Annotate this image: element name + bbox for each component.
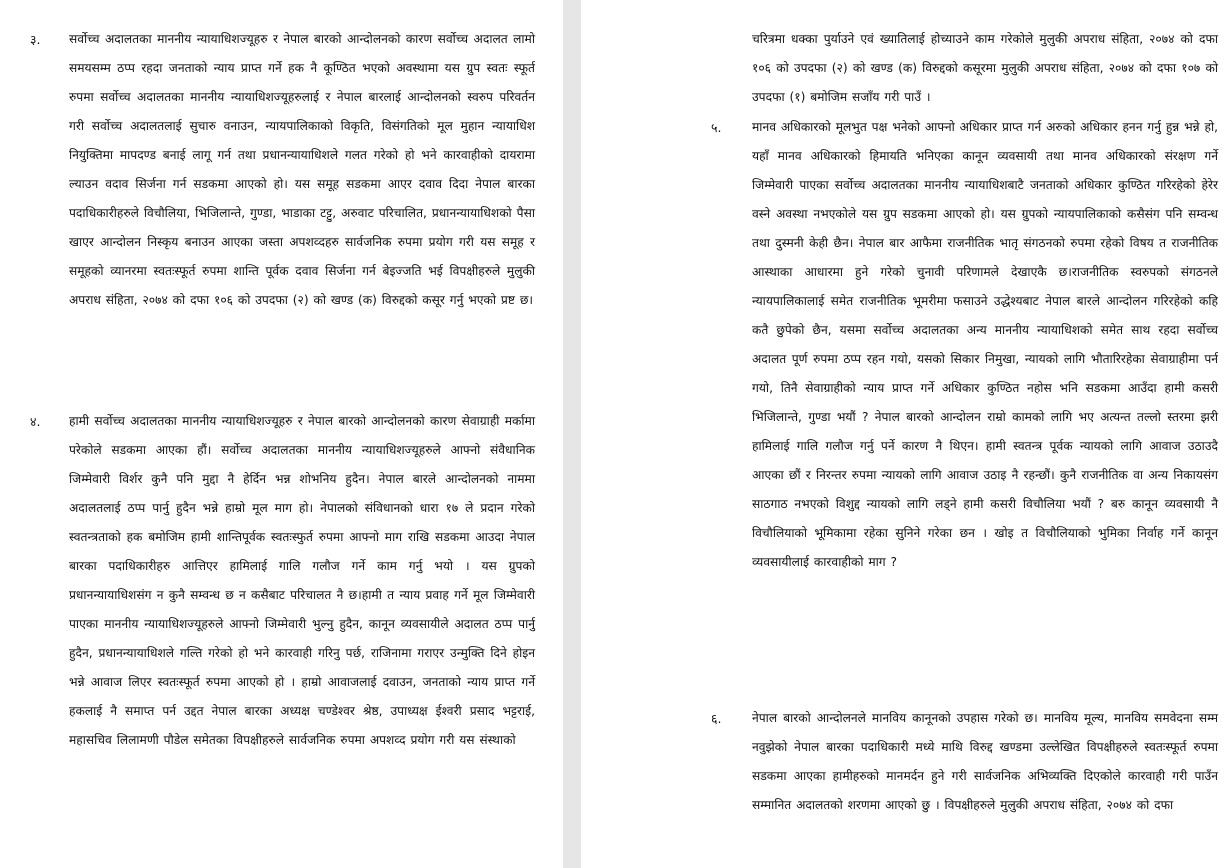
paragraph-text[interactable]: हामी सर्वोच्च अदालतका माननीय न्यायाधिशज्यूहरु र नेपाल बारको आन्दोलनको कारण सेवाग्राही मर्कामा परेकोले सडकमा आएका हौं। सर्वोच्च अदालतका माननीय न्यायाधिशज्यूहरुले आफ्नो संवैधानिक जिम्मेवारी विर्शर कुनै पनि मुद्दा नै हेर्दिन भन्न शोभनिय हुदैन। नेपाल बारले आन्दोलनको नाममा अदालतलाई ठप्प पार्नु हुदैन भन्ने हाम्रो मूल माग हो। नेपालको संविधानको धारा १७ ले प्रदान गरेको स्वतन्त्रताको हक बमोजिम हामी शान्तिपूर्वक स्वतःस्फुर्त रुपमा आफ्नो माग राखि सडकमा आउदा नेपाल बारका पदाधिकारीहरु आत्तिएर हामिलाई गालि गलौज गर्ने काम गर्नु भयो । यस ग्रुपको प्रधानन्यायाधिशसंग न कुनै सम्वन्ध छ न कसैबाट परिचालत नै छ।हामी त न्याय प्रवाह गर्ने मूल जिम्मेवारी पाएका माननीय न्यायाधिशज्यूहरुले आफ्नो जिम्मेवारी भुल्नु हुदैन, कानून व्यवसायीले अदालत ठप्प पार्नु हुदैन, प्रधानन्यायाधिशले गल्ति गरेको हो भने कारवाही गरिनु पर्छ, राजिनामा गराएर उन्मुक्ति दिने होइन भन्ने आवाज लिएर स्वतःस्फूर्त रुपमा आएको हो । हाम्रो आवाजलाई दवाउन, जनताको न्याय प्राप्त गर्ने हकलाई नै समाप्त पर्न उद्दत नेपाल बारका अध्यक्ष चण्डेश्वर श्रेष्ठ, उपाध्यक्ष ईश्वरी प्रसाद भट्टराई, महासचिव लिलामणी पौडेल समेतका विपक्षीहरुले सार्वजनिक रुपमा अपशव्द प्रयोग गरी यस संस्थाको	[69, 414, 535, 747]
paragraph-text[interactable]: मानव अधिकारको मूलभुत पक्ष भनेको आफ्नो अधिकार प्राप्त गर्न अरुको अधिकार हनन गर्नु हुन्न भन्ने हो, यहाँ मानव अधिकारको हिमायति भनिएका कानून व्यवसायी तथा मानव अधिकारको संरक्षण गर्ने जिम्मेवारी पाएका सर्वोच्च अदालतका माननीय न्यायाधिशबाटै जनताको अधिकार कुण्ठित गरिरहेको हेरेर वस्ने अवस्था नभएकोले यस ग्रुप सडकमा आएको हो। यस ग्रुपको न्यायपालिकाको कसैसंग पनि सम्वन्ध तथा दुस्मनी केही छैन। नेपाल बार आफैमा राजनीतिक भातृ संगठनको रुपमा रहेको विषय त राजनीतिक आस्थाका आधारमा हुने गरेको चुनावी परिणामले देखाएकै छ।राजनीतिक स्वरुपको संगठनले न्यायपालिकालाई समेत राजनीतिक भूमरीमा फसाउने उद्धेश्यबाट नेपाल बारले आन्दोलन गरिरहेको कहि कतै छुपेको छैन, यसमा सर्वोच्च अदालतका अन्य माननीय न्यायाधिशको समेत साथ रहदा सर्वोच्च अदालत पूर्ण रुपमा ठप्प रहन गयो, यसको सिकार निमुखा, न्यायको लागि भौतारिरहेका सेवाग्राहीमा पर्न गयो, तिनै सेवाग्राहीको न्याय प्राप्त गर्ने अधिकार कुण्ठित नहोस भनि सडकमा आउँदा हामी कसरी भिजिलान्ते, गुण्डा भयौं ? नेपाल बारको आन्दोलन राम्रो कामको लागि भए अत्यन्त तल्लो स्तरमा झरी हामिलाई गालि गलौज गर्नु पर्ने कारण नै थिएन। हामी स्वतन्त्र पूर्वक न्यायको लागि आवाज उठाउदै आएका छौं र निरन्तर रुपमा न्यायको लागि आवाज उठाइ नै रहन्छौं। कुनै राजनीतिक वा अन्य निकायसंग साठगाठ नभएको विशुद्द न्यायको लागि लड्ने हामी कसरी विचौलिया भयौं ? बरु कानून व्यवसायी नै विचौलियाको भूमिकामा रहेका सुनिने गरेका छन । खोइ त विचौलियाको भुमिका निर्वाह गर्ने कानून व्यवसायीलाई कारवाहीको माग ?	[752, 120, 1219, 569]
page-gap	[563, 0, 581, 868]
paragraph-text[interactable]: सर्वोच्च अदालतका माननीय न्यायाधिशज्यूहरु र नेपाल बारको आन्दोलनको कारण सर्वोच्च अदालत लामो समयसम्म ठप्प रहदा जनताको न्याय प्राप्त गर्ने हक नै कूण्ठित भएको अवस्थामा यस ग्रुप स्वतः स्फूर्त रुपमा सर्वोच्च अदालतका माननीय न्यायाधिशज्यूहरुलाई र नेपाल बारलाई आन्दोलनको स्वरुप परिवर्तन गरी सर्वोच्च अदालतलाई सुचारु वनाउन, न्यायपालिकाको विकृति, विसंगतिको मूल मुहान न्यायाधिश नियुक्तिमा मापदण्ड बनाई लागू गर्न तथा प्रधानन्यायाधिशले गलत गरेको हो भने कारवाहीको दायरामा ल्याउन वदाव सिर्जना गर्न सडकमा आएको हो। यस समूह सडकमा आएर दवाव दिदा नेपाल बारका पदाधिकारीहरुले विचौलिया, भिजिलान्ते, गुण्डा, भाडाका टट्टु, अरुवाट परिचालित, प्रधानन्यायाधिशको पैसा खाएर आन्दोलन निस्कृय बनाउन आएका जस्ता अपशव्दहरु सार्वजनिक रुपमा प्रयोग गरी यस समूह र समूहको व्यानरमा स्वतःस्फूर्त रुपमा शान्ति पूर्वक दवाव सिर्जना गर्न बेइज्जति भई विपक्षीहरुले मुलुकी अपराध संहिता, २०७४ को दफा १०६ को उपदफा (२) को खण्ड (क) विरुद्दको कसूर गर्नु भएको प्रष्ट छ।	[69, 32, 535, 307]
paragraph-text[interactable]: नेपाल बारको आन्दोलनले मानविय कानूनको उपहास गरेको छ। मानविय मूल्य, मानविय समवेदना सम्म नवुझेको नेपाल बारका पदाधिकारी मध्ये माथि विरुद्द खण्डमा उल्लेखित विपक्षीहरुले स्वतःस्फूर्त रुपमा सडकमा आएका हामीहरुको मानमर्दन हुने गरी सार्वजनिक अभिव्यक्ति दिएकोले कारवाही गरी पाउँन सम्मानित अदालतको शरणमा आएको छु । विपक्षीहरुले मुलुकी अपराध संहिता, २०७४ को दफा	[752, 711, 1218, 812]
paragraph-number: ५.	[711, 120, 722, 135]
paragraph-number: ३.	[30, 32, 41, 47]
document-page-right	[581, 0, 1231, 868]
document-page-left	[0, 0, 563, 868]
paragraph-number: ४.	[30, 414, 41, 429]
paragraph-number: ६.	[711, 711, 722, 726]
paragraph-text[interactable]: चरित्रमा धक्का पुर्याउने एवं ख्यातिलाई होच्याउने काम गरेकोले मुलुकी अपराध संहिता, २०७४ को दफा १०६ को उपदफा (२) को खण्ड (क) विरुद्दको कसूरमा मुलुकी अपराध संहिता, २०७४ को दफा १०७ को उपदफा (१) बमोजिम सजाँय गरी पाउँ ।	[752, 32, 1218, 104]
